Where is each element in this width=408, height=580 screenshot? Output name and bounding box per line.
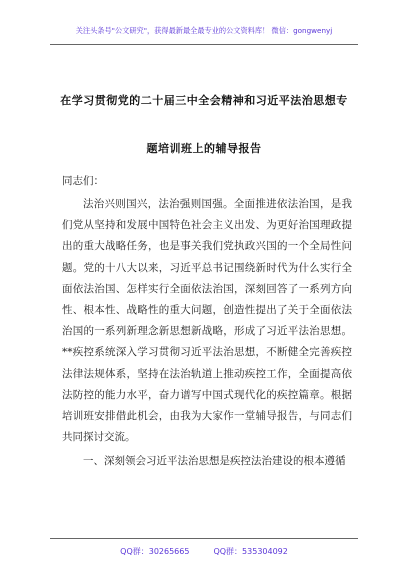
document-title-line-2: 题培训班上的辅导报告 — [146, 142, 262, 155]
body-paragraph: 法治兴则国兴，法治强则国强。全面推进依法治国，是我们党从坚持和发展中国特色社会主义出发、为更好治国理政提出的重大战略任务，也是事关我们党执政兴国的一个全局性问题。党的十八大以来，习近平总书记围绕新时代为什么实行全面依法治国、怎样实行全面依法治国，深刻回答了一系列方向性、根本性、战略性的重大问题，创造性提出了关于全面依法治国的一系列新理念新思想新战略，形成了习近平法治思想。**疾控系统深入学习贯彻习近平法治思想，不断健全完善疾控法律法规体系，坚持在法治轨道上推动疾控工作，全面提高依法防控的能力水平，奋力谱写中国式现代化的疾控篇章。根据培训班安排借此机会，由我为大家作一堂辅导报告，与同志们共同探讨交流。 — [62, 198, 352, 444]
header-promo-text: 关注头条号"公文研究"，获得最新最全最专业的公文资料库！ 微信：gongwenyj — [75, 26, 333, 35]
footer-contacts — [120, 547, 288, 556]
page-header — [50, 18, 358, 45]
footer-qq-group-1: QQ群：30265665 — [120, 547, 190, 556]
page-footer — [50, 538, 358, 561]
greeting: 同志们： — [62, 175, 104, 187]
document-title-line-1: 在学习贯彻党的二十届三中全会精神和习近平法治思想专 — [60, 94, 348, 107]
section-heading: 一、深刻领会习近平法治思想是疾控法治建设的根本遵循 — [83, 455, 346, 467]
footer-qq-group-2: QQ群：535304092 — [213, 547, 288, 556]
